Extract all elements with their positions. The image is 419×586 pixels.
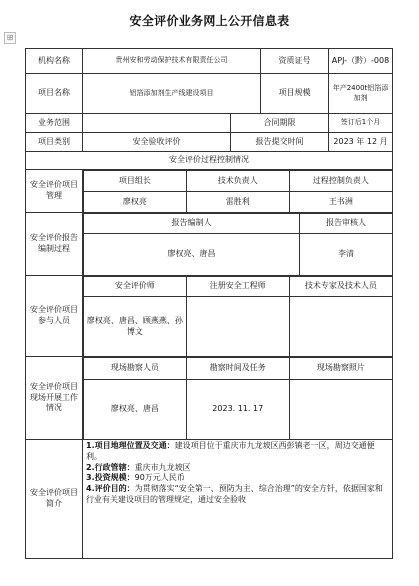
row-management: [26, 170, 393, 213]
management-header-2: 过程控制负责人: [289, 171, 392, 192]
row-category: [26, 133, 393, 152]
site-header-1: 勘察时间及任务: [186, 358, 289, 380]
report-value-0: 廖权亮、唐昌: [84, 234, 300, 276]
business-label: 业务范围: [26, 114, 83, 133]
control-header: 安全评价过程控制情况: [26, 152, 393, 170]
row-org: [26, 49, 393, 74]
table-move-handle-icon[interactable]: ⊞: [4, 32, 16, 44]
row-business: [26, 114, 393, 133]
intro-item: 4.评价目的：为贯彻落实“安全第一、预防为主、综合治理”的安全方针，依据国家和行业有关建设项目的管理规定，通过安全验收: [86, 484, 383, 504]
management-value-2: 王书洲: [289, 192, 392, 212]
participants-header-0: 安全评价师: [84, 277, 187, 297]
report-header-1: 报告审核人: [299, 214, 392, 234]
site-value-2: [289, 380, 392, 440]
business-value: [83, 114, 231, 133]
row-report: [26, 213, 393, 276]
site-value-1: 2023. 11. 17: [186, 380, 289, 440]
period-label: 合同期限: [231, 114, 329, 133]
row-site: [26, 357, 393, 440]
page-title: 安全评价业务网上公开信息表: [129, 14, 290, 28]
management-value-0: 廖权亮: [84, 192, 187, 212]
report-label: 安全评价报告编制过程: [26, 213, 83, 276]
participants-label: 安全评价项目参与人员: [26, 276, 83, 357]
row-participants: [26, 276, 393, 357]
category-value: 安全验收评价: [83, 133, 231, 152]
org-value: 贵州安和劳动保护技术有限责任公司: [83, 49, 261, 74]
participants-header-2: 技术专家及技术人员: [289, 277, 392, 297]
org-label: 机构名称: [26, 49, 83, 74]
row-intro: [26, 440, 393, 559]
intro-item: 3.投资规模：90万元人民币: [86, 473, 185, 483]
scale-value: 年产2400t铝箔添加剂: [329, 74, 393, 114]
intro-body: [83, 440, 393, 559]
intro-item: 2.行政管辖：重庆市九龙坡区: [86, 462, 191, 472]
project-value: 铝箔添加剂生产线建设项目: [83, 74, 261, 114]
site-label: 安全评价项目现场开展工作情况: [26, 357, 83, 440]
submit-value: 2023 年 12 月: [329, 133, 393, 152]
period-value: 签订后1个月: [329, 114, 393, 133]
row-control-header: [26, 152, 393, 170]
participants-value-0: 廖权亮、唐昌、顾燕燕、孙博文: [84, 297, 187, 357]
participants-value-2: [289, 297, 392, 357]
participants-header-1: 注册安全工程师: [186, 277, 289, 297]
management-value-1: 雷胜利: [186, 192, 289, 212]
intro-item: 1.项目地理位置及交通：建设项目位于重庆市九龙坡区西彭镇老一区，周边交通便利。: [86, 441, 375, 461]
scale-label: 项目规模: [261, 74, 329, 114]
management-header-0: 项目组长: [84, 171, 187, 192]
cert-label: 资质证号: [261, 49, 329, 74]
intro-label: 安全评价项目简介: [26, 440, 83, 559]
management-label: 安全评价项目管理: [26, 170, 83, 213]
report-value-1: 李清: [299, 234, 392, 276]
site-value-0: 廖权亮、唐昌: [84, 380, 187, 440]
info-table: [25, 48, 393, 559]
project-label: 项目名称: [26, 74, 83, 114]
management-header-1: 技术负责人: [186, 171, 289, 192]
report-header-0: 报告编制人: [84, 214, 300, 234]
submit-label: 报告提交时间: [231, 133, 329, 152]
site-header-0: 现场勘察人员: [84, 358, 187, 380]
site-header-2: 现场勘察照片: [289, 358, 392, 380]
participants-value-1: [186, 297, 289, 357]
cert-value: APJ-（黔）-008: [329, 49, 393, 74]
row-project: [26, 74, 393, 114]
category-label: 项目类别: [26, 133, 83, 152]
